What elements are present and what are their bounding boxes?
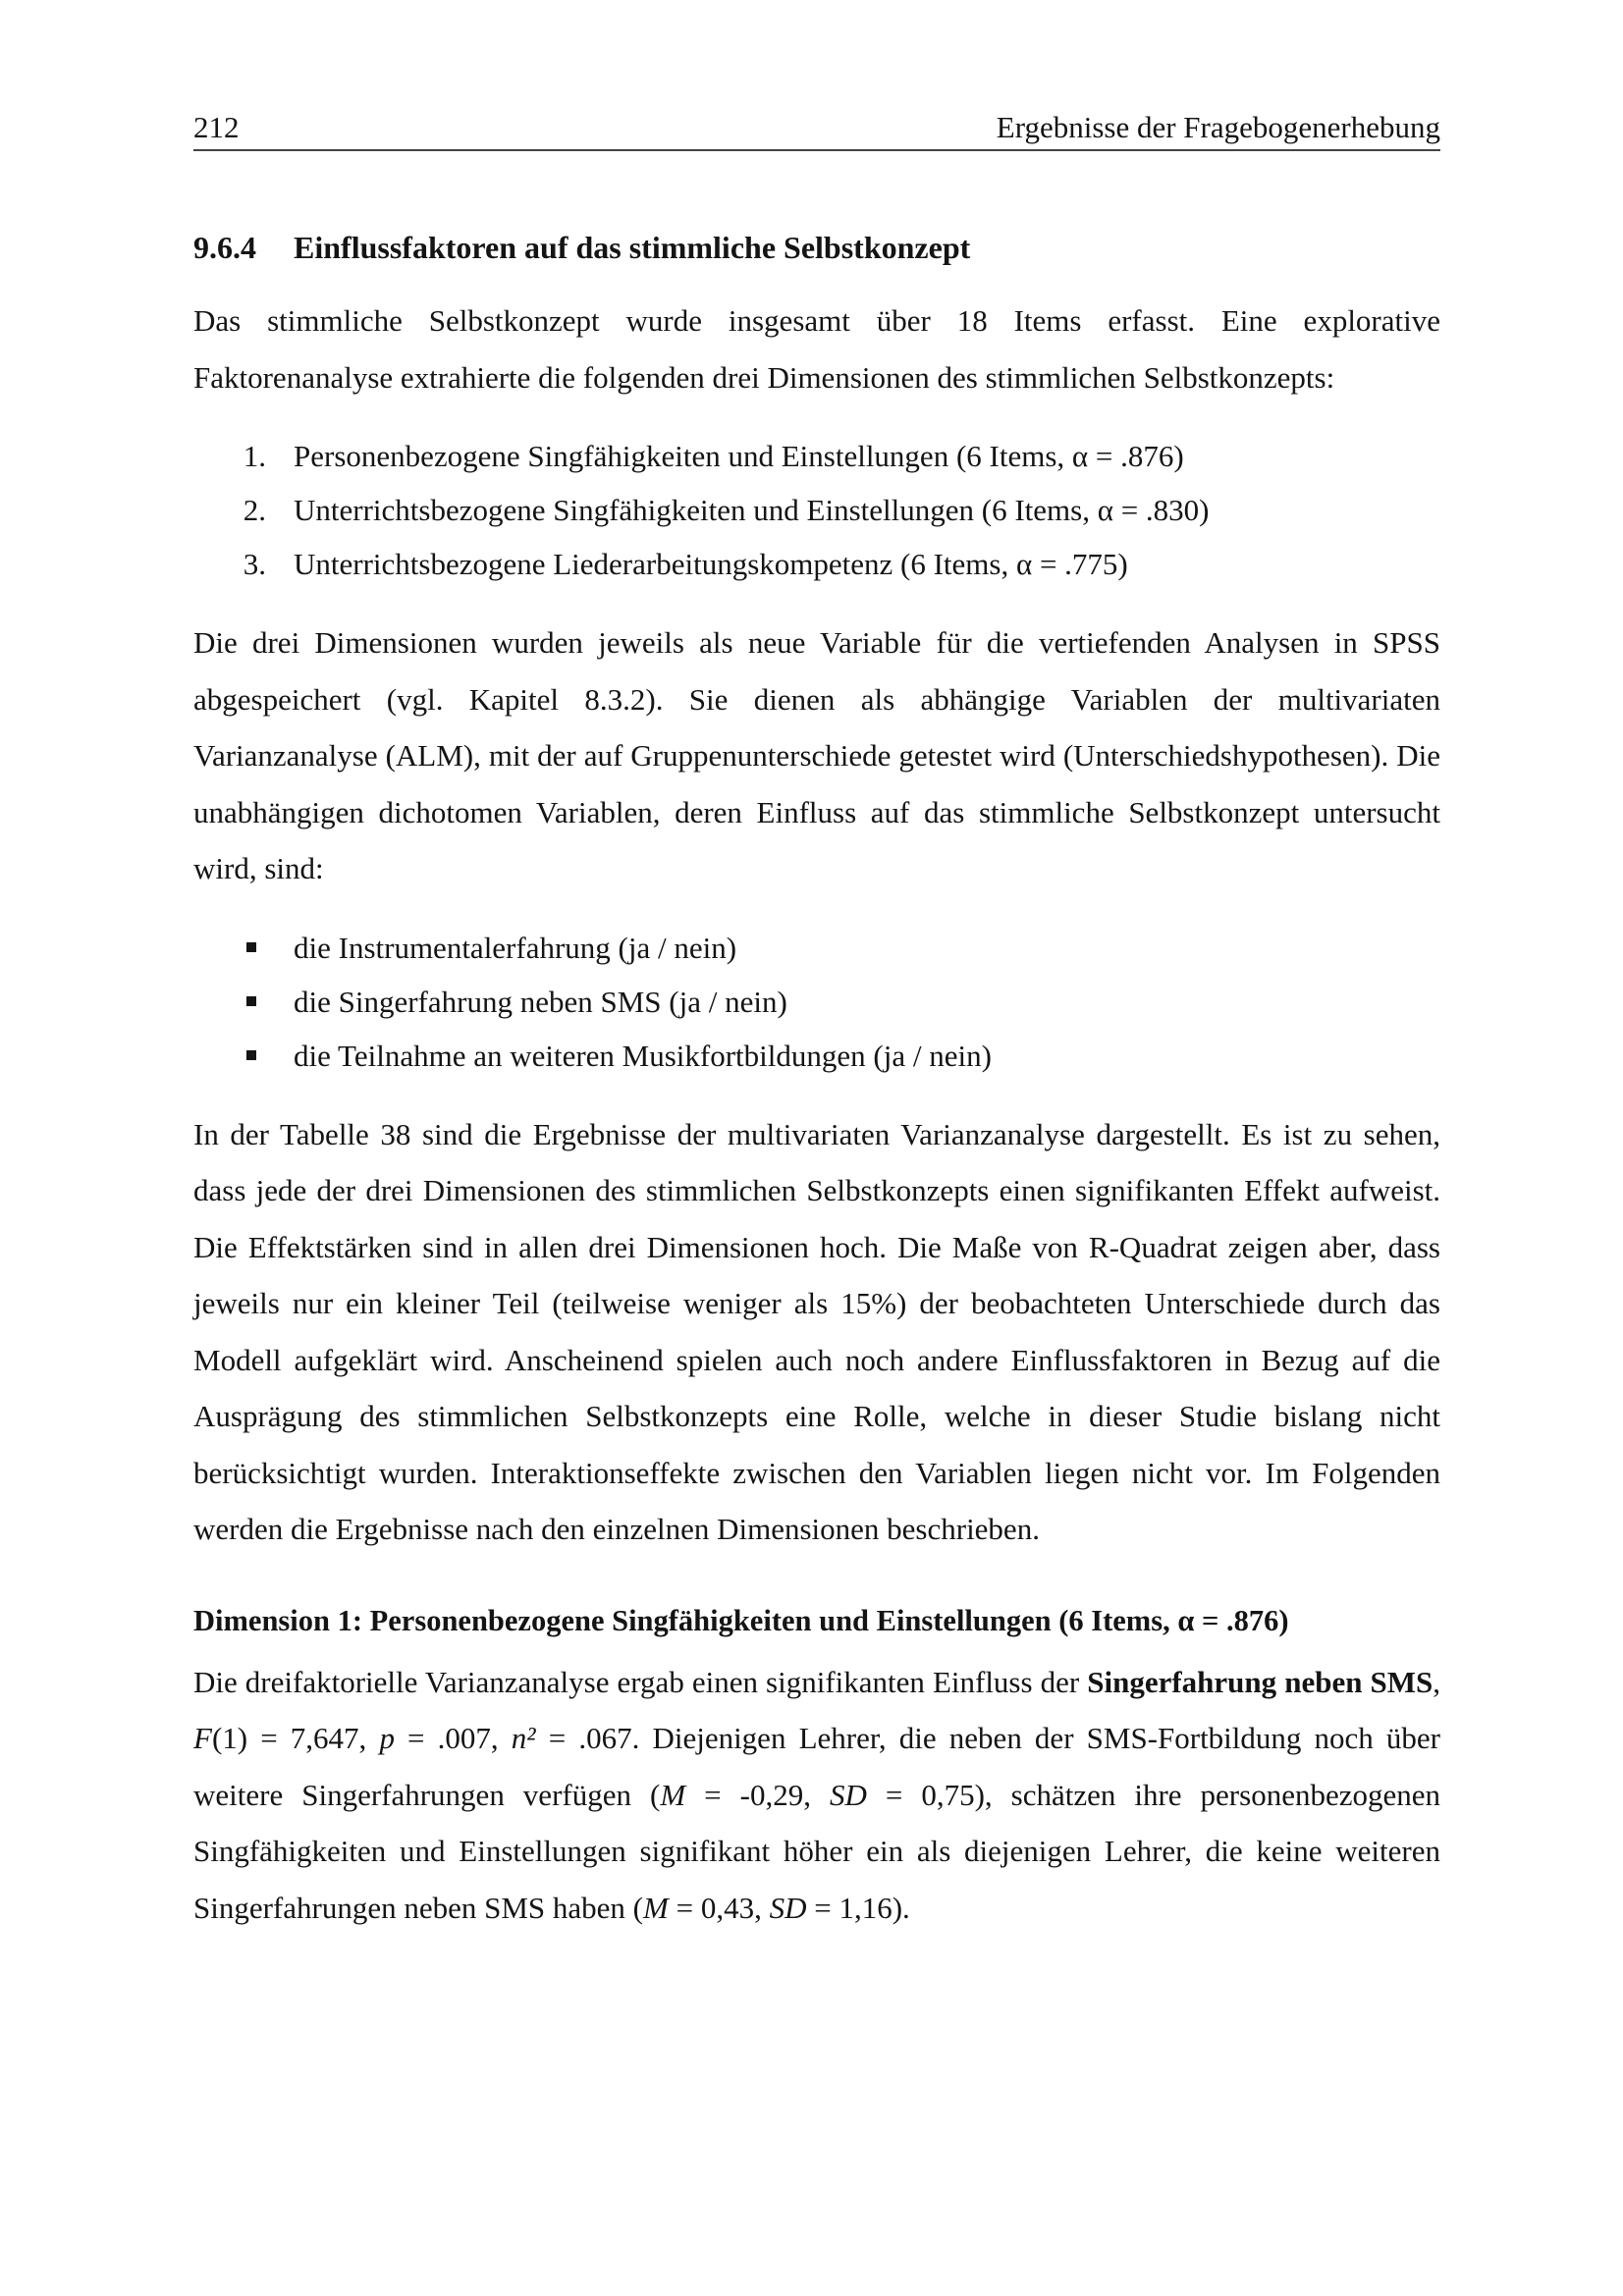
text-run: = .067. Diejenigen Lehrer, die neben der SMS-Fortbildung noch über weitere Singerfahrungen verfügen ( <box>193 1721 1440 1812</box>
list-item-text: Personenbezogene Singfähigkeiten und Einstellungen (6 Items, α = .876) <box>294 439 1184 473</box>
list-item-text: die Instrumentalerfahrung (ja / nein) <box>294 930 737 965</box>
text-run: = 1,16). <box>806 1890 910 1925</box>
text-run: = .007, <box>394 1721 512 1755</box>
running-chapter-title: Ergebnisse der Fragebogenerhebung <box>996 110 1440 144</box>
stat-symbol-m: M <box>660 1777 686 1812</box>
list-number: 1. <box>243 439 266 473</box>
list-item-text: die Singerfahrung neben SMS (ja / nein) <box>294 984 787 1019</box>
list-number: 2. <box>243 493 266 527</box>
list-item <box>193 537 1440 591</box>
section-heading <box>193 224 1440 271</box>
stat-symbol-eta: n² <box>511 1721 536 1755</box>
stat-symbol-sd: SD <box>769 1890 807 1925</box>
stat-symbol-p: p <box>379 1721 395 1755</box>
text-run: = -0,29, <box>685 1777 830 1812</box>
text-run: (1) = 7,647, <box>211 1721 380 1755</box>
section-number: 9.6.4 <box>193 230 256 265</box>
text-run: = 0,43, <box>668 1890 770 1925</box>
text-run: = 0,75), schätzen ihre personenbezogenen Singfähigkeiten und Einstellungen signifikant höher ein als diejenigen Lehrer, die keine weiteren Singerfahrungen neben SMS haben ( <box>193 1777 1440 1925</box>
list-item <box>193 1029 1440 1083</box>
list-item-text: Unterrichtsbezogene Liederarbeitungskompetenz (6 Items, α = .775) <box>294 547 1128 581</box>
square-bullet-icon <box>246 996 256 1006</box>
stat-symbol-sd: SD <box>829 1777 867 1812</box>
text-run: , <box>1433 1664 1440 1699</box>
list-item-text: Unterrichtsbezogene Singfähigkeiten und Einstellungen (6 Items, α = .830) <box>294 493 1210 527</box>
list-item <box>193 975 1440 1029</box>
page-header <box>193 106 1440 151</box>
square-bullet-icon <box>246 1050 256 1060</box>
stat-symbol-f: F <box>193 1721 212 1755</box>
factor-emphasis: Singerfahrung neben SMS <box>1087 1664 1434 1699</box>
dimension-1-paragraph <box>193 1654 1440 1937</box>
text-run: Die dreifaktorielle Varianzanalyse ergab einen signifikanten Einfluss der <box>193 1664 1088 1699</box>
list-item <box>193 921 1440 975</box>
results-paragraph: In der Tabelle 38 sind die Ergebnisse der multivariaten Varianzanalyse dargestellt. Es ist zu sehen, dass jede der drei Dimensionen des stimmlichen Selbstkonzepts einen signifikanten Effekt aufweist. Die Effektstärken sind in allen drei Dimensionen hoch. Die Maße von R-Quadrat zeigen aber, dass jeweils nur ein kleiner Teil (teilweise weniger als 15%) der beobachteten Unterschiede durch das Modell aufgeklärt wird. Anscheinend spielen auch noch andere Einflussfaktoren in Bezug auf die Ausprägung des stimmlichen Selbstkonzepts eine Rolle, welche in dieser Studie bislang nicht berücksichtigt wurden. Interaktionseffekte zwischen den Variablen liegen nicht vor. Im Folgenden werden die Ergebnisse nach den einzelnen Dimensionen beschrieben. <box>193 1116 1440 1546</box>
body-text <box>193 224 1440 1936</box>
page-number: 212 <box>193 110 240 144</box>
list-number: 3. <box>243 547 266 581</box>
variable-list <box>193 921 1440 1083</box>
section-title: Einflussfaktoren auf das stimmliche Selbstkonzept <box>294 230 971 265</box>
list-item <box>193 483 1440 537</box>
methods-paragraph: Die drei Dimensionen wurden jeweils als neue Variable für die vertiefenden Analysen in SPSS abgespeichert (vgl. Kapitel 8.3.2). Sie dienen als abhängige Variablen der multivariaten Varianzanalyse (ALM), mit der auf Gruppenunterschiede getestet wird (Unterschiedshypothesen). Die unabhängigen dichotomen Variablen, deren Einfluss auf das stimmliche Selbstkonzept untersucht wird, sind: <box>193 625 1440 885</box>
dimension-1-heading: Dimension 1: Personenbezogene Singfähigkeiten und Einstellungen (6 Items, α = .876) <box>193 1603 1289 1637</box>
stat-symbol-m: M <box>643 1890 669 1925</box>
square-bullet-icon <box>246 942 256 952</box>
list-item-text: die Teilnahme an weiteren Musikfortbildungen (ja / nein) <box>294 1038 992 1073</box>
list-item <box>193 429 1440 483</box>
intro-paragraph: Das stimmliche Selbstkonzept wurde insgesamt über 18 Items erfasst. Eine explorative Faktorenanalyse extrahierte die folgenden drei Dimensionen des stimmlichen Selbstkonzepts: <box>193 303 1440 395</box>
dimension-list <box>193 429 1440 591</box>
